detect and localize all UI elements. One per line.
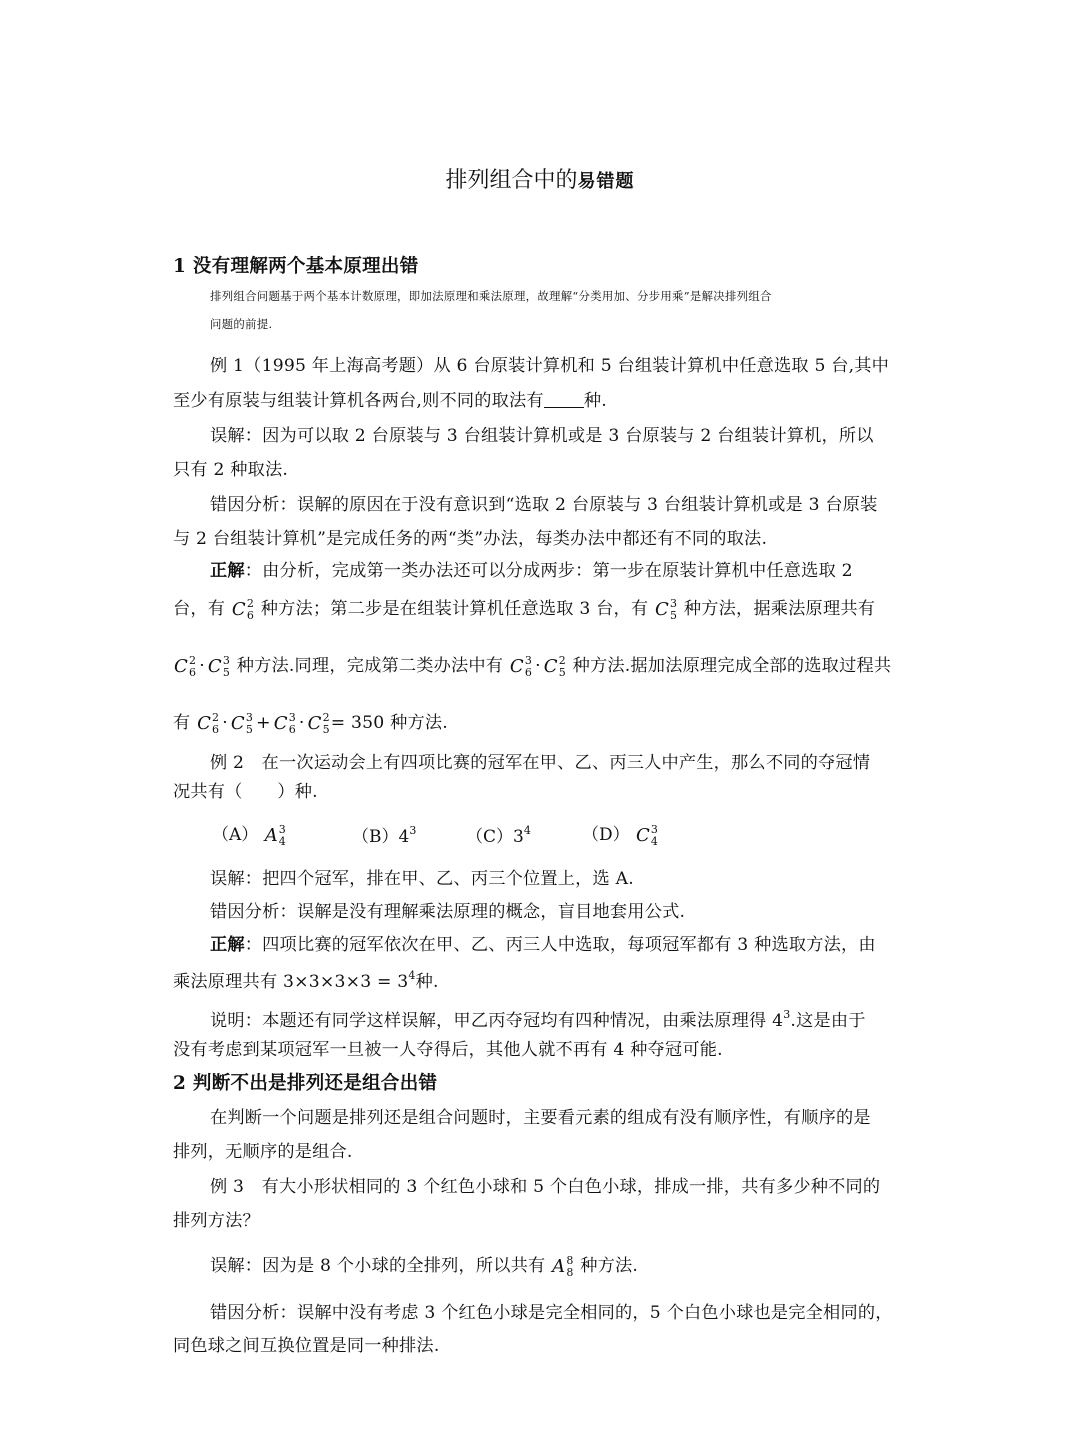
correct-label: 正解 (210, 561, 245, 581)
section-2-heading: 2 判断不出是排列还是组合出错 (173, 1073, 438, 1094)
example-1-wrong-line-1: 误解：因为可以取 2 台原装与 3 台组装计算机或是 3 台原装与 2 台组装计算机，所以 (210, 426, 874, 446)
formula-c53: C 3 5 (654, 597, 678, 622)
example-1-correct-line-3: C 2 6 · C 3 5 种方法.同理，完成第二类办法中有 C 3 6 · C 2 5 种方法.据加法原理完成全部的选取过程共 (174, 654, 892, 679)
section-2-intro-line-2: 排列，无顺序的是组合. (173, 1142, 353, 1162)
option-a: （A） A 3 4 (212, 822, 286, 848)
example-1-line-1: 例 1（1995 年上海高考题）从 6 台原装计算机和 5 台组装计算机中任意选取 5 台,其中 (210, 356, 890, 376)
section-1-heading: 1 没有理解两个基本原理出错 (173, 256, 419, 277)
option-b: $(B)4^3$ (352, 824, 417, 847)
example-3-analysis-line-2: 同色球之间互换位置是同一种排法. (173, 1336, 440, 1356)
page-title (0, 163, 1080, 194)
formula-sum-350: C 2 6 · C 3 5 + C 3 6 · C 2 5 (197, 711, 330, 736)
example-3-wrong: 误解：因为是 8 个小球的全排列，所以共有 A 8 8 种方法. (210, 1254, 639, 1279)
formula-c43: C 3 4 (636, 822, 658, 848)
example-2-note-line-2: 没有考虑到某项冠军一旦被一人夺得后，其他人就不再有 4 种夺冠可能. (173, 1040, 723, 1060)
option-d: （D） C 3 4 (582, 822, 658, 848)
example-1-correct-line-1: 正解：由分析，完成第一类办法还可以分成两步：第一步在原装计算机中任意选取 2 (210, 561, 853, 581)
section-2-intro-line-1: 在判断一个问题是排列还是组合问题时，主要看元素的组成有没有顺序性，有顺序的是 (210, 1108, 871, 1128)
example-2-correct-line-1: 正解：四项比赛的冠军依次在甲、乙、丙三人中选取，每项冠军都有 3 种选取方法，由 (210, 935, 876, 955)
option-c: $(C)3^4$ (466, 824, 531, 847)
answer-blank (544, 392, 584, 408)
section-1-intro-line-2: 问题的前提. (210, 317, 273, 331)
example-1-analysis-line-2: 与 2 台组装计算机”是完成任务的两“类”办法，每类办法中都还有不同的取法. (173, 529, 768, 549)
formula-c63-times-c52: C 3 6 · C 2 5 (509, 654, 566, 679)
example-2-analysis: 错因分析：误解是没有理解乘法原理的概念，盲目地套用公式. (210, 902, 686, 922)
title-main: 排列组合中的 (445, 168, 578, 193)
example-3-analysis-line-1: 错因分析：误解中没有考虑 3 个红色小球是完全相同的，5 个白色小球也是完全相同的， (210, 1303, 893, 1323)
example-3-line-1: 例 3 有大小形状相同的 3 个红色小球和 5 个白色小球，排成一排，共有多少种不同的 (210, 1177, 881, 1197)
example-2-wrong: 误解：把四个冠军，排在甲、乙、丙三个位置上，选 A. (210, 869, 634, 889)
formula-a88: A 8 8 (552, 1254, 574, 1279)
formula-c62: C 2 6 (231, 597, 255, 622)
correct-label: 正解 (210, 935, 245, 955)
section-1-intro-line-1: 排列组合问题基于两个基本计数原理，即加法原理和乘法原理，故理解“分类用加、分步用乘”是解决排列组合 (210, 289, 772, 303)
example-2-line-1: 例 2 在一次运动会上有四项比赛的冠军在甲、乙、丙三人中产生，那么不同的夺冠情 (210, 753, 871, 773)
example-2-correct-line-2: 乘法原理共有 $3\times 3\times 3\times 3 = 3^4$种. (173, 969, 439, 992)
example-1-correct-line-2: 台，有 C 2 6 种方法；第二步是在组装计算机任意选取 3 台，有 C 3 5 种方法，据乘法原理共有 (173, 597, 876, 622)
example-1-analysis-line-1: 错因分析：误解的原因在于没有意识到“选取 2 台原装与 3 台组装计算机或是 3 台原装 (210, 495, 878, 515)
example-1-wrong-line-2: 只有 2 种取法. (173, 460, 289, 480)
formula-c62-times-c53: C 2 6 · C 3 5 (174, 654, 231, 679)
example-3-line-2: 排列方法？ (173, 1211, 260, 1231)
example-2-note-line-1: 说明：本题还有同学这样误解，甲乙丙夺冠均有四种情况，由乘法原理得 $4^3$.这是由于 (210, 1008, 866, 1031)
example-1-line-2: 至少有原装与组装计算机各两台,则不同的取法有 种. (173, 391, 607, 411)
example-1-correct-line-4: 有 C 2 6 · C 3 5 + C 3 6 · C 2 5 = 350 种方法. (173, 711, 448, 736)
formula-a43: A 3 4 (264, 822, 286, 848)
example-2-line-2: 况共有（ ）种. (173, 782, 318, 802)
title-emphasis: 易错题 (577, 171, 635, 192)
